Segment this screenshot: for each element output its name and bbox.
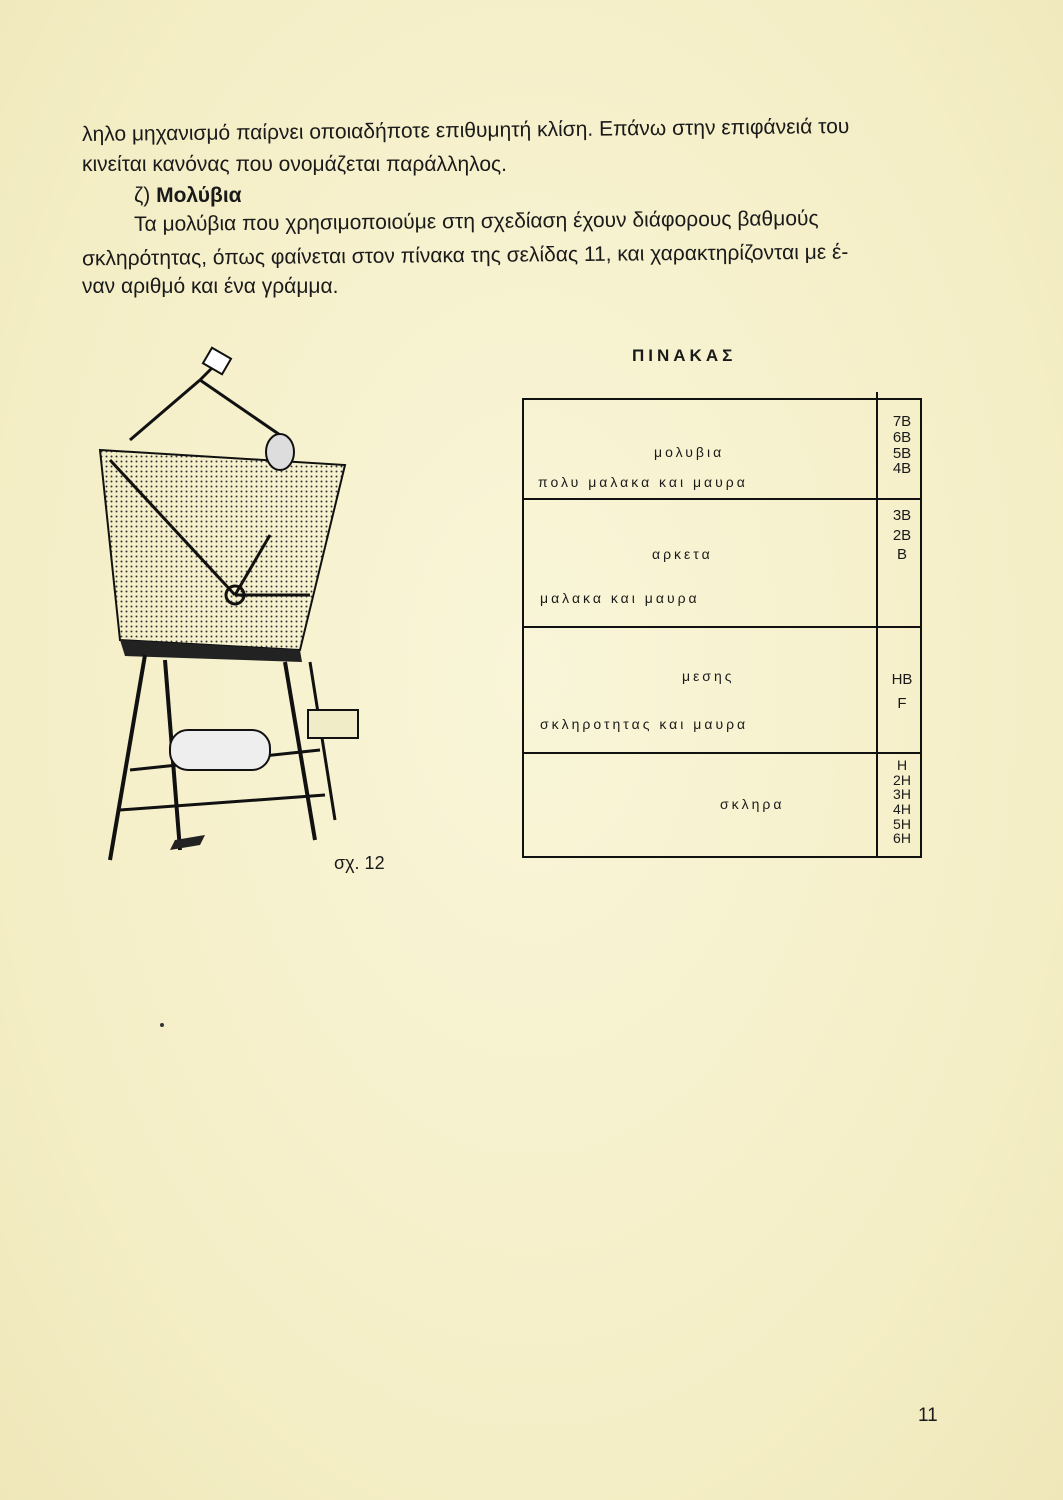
text-line: ναν αριθμό και ένα γράμμα. <box>82 275 339 298</box>
table-title: ΠΙΝΑΚΑΣ <box>632 346 737 365</box>
grade: 4H <box>893 801 911 818</box>
grade: 3B <box>892 507 912 524</box>
drafting-table-illustration <box>70 340 370 900</box>
grade-list <box>882 506 922 565</box>
row-label: μαλακα και μαυρα <box>540 590 700 606</box>
speck <box>160 1023 164 1027</box>
grade-list <box>882 414 922 477</box>
page-number: 11 <box>918 1405 938 1426</box>
grade: 7B <box>892 413 912 430</box>
row-label: σκληροτητας και μαυρα <box>540 716 749 732</box>
row-label: μολυβια <box>654 444 725 460</box>
row-label: πολυ μαλακα και μαυρα <box>538 474 748 490</box>
row-label: αρκετα <box>652 546 713 562</box>
grade: HB <box>891 671 913 688</box>
figure-caption: σχ. 12 <box>334 853 385 873</box>
text-line: ληλο μηχανισμό παίρνει οποιαδήποτε επιθυμητή κλίση. Επάνω στην επιφάνειά του <box>81 114 850 147</box>
row-divider <box>524 752 922 754</box>
grade: 3H <box>893 786 911 803</box>
row-divider <box>524 626 922 628</box>
row-label: σκληρα <box>720 796 785 812</box>
grade: 2B <box>892 526 912 544</box>
grade: 5B <box>892 444 912 462</box>
grade: B <box>896 546 907 563</box>
grade: H <box>896 757 908 773</box>
grade-list <box>882 758 922 846</box>
grade-list <box>882 668 922 716</box>
row-divider <box>524 498 922 500</box>
heading-marker: ζ) <box>134 184 151 207</box>
text-line: κινείται κανόνας που ονομάζεται παράλληλος. <box>82 153 507 176</box>
grade: 2H <box>893 771 911 788</box>
grade: 6H <box>893 830 911 847</box>
grade: 5H <box>893 815 911 832</box>
heading-title: Μολύβια <box>156 184 242 207</box>
grade: F <box>897 695 907 712</box>
text-line: Τα μολύβια που χρησιμοποιούμε στη σχεδίαση έχουν διάφορους βαθμούς <box>133 207 819 236</box>
grade-column-divider <box>876 392 878 858</box>
pencil-hardness-table <box>522 398 922 858</box>
row-label: μεσης <box>682 668 735 684</box>
grade: 4B <box>892 460 912 478</box>
section-heading <box>134 185 242 206</box>
text-line: σκληρότητας, όπως φαίνεται στον πίνακα της σελίδας 11, και χαρακτηρίζονται με έ- <box>81 240 849 271</box>
grade: 6B <box>892 428 912 446</box>
